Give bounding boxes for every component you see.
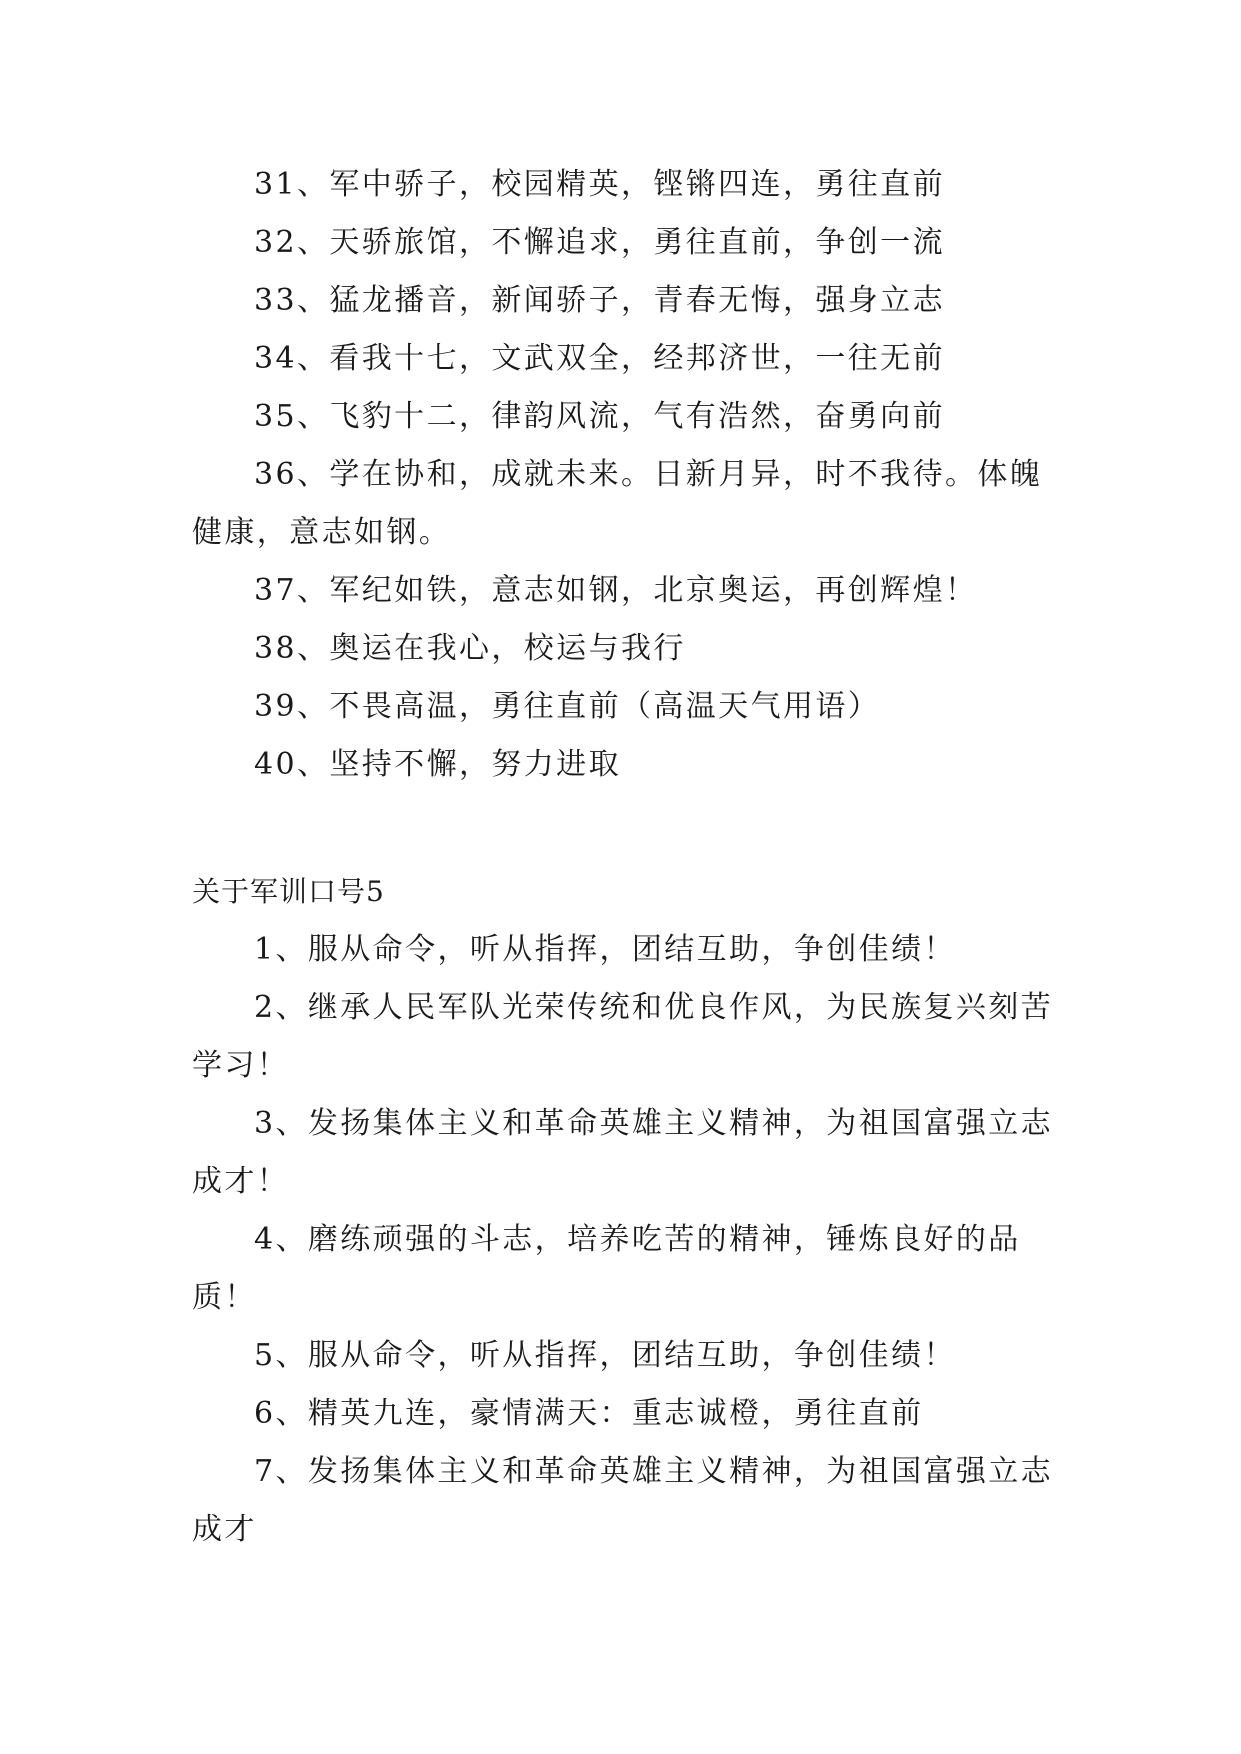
list-item: 31、军中骄子，校园精英，铿锵四连，勇往直前	[254, 167, 945, 202]
section-heading: 关于军训口号5	[192, 875, 385, 908]
list-item: 6、精英九连，豪情满天：重志诚橙，勇往直前	[254, 1396, 924, 1431]
slogan-list-part-2	[192, 921, 1062, 1559]
list-item: 37、军纪如铁，意志如钢，北京奥运，再创辉煌！	[254, 573, 978, 608]
slogan-list-part-1	[192, 156, 1062, 794]
list-item: 1、服从命令，听从指挥，团结互助，争创佳绩！	[254, 932, 956, 967]
list-item: 35、飞豹十二，律韵风流，气有浩然，奋勇向前	[254, 399, 945, 434]
list-item: 3、发扬集体主义和革命英雄主义精神，为祖国富强立志成才！	[192, 1106, 1054, 1199]
list-item: 4、磨练顽强的斗志，培养吃苦的精神，锤炼良好的品质！	[192, 1222, 1021, 1315]
list-item: 36、学在协和，成就未来。日新月异，时不我待。体魄健康，意志如钢。	[192, 457, 1043, 550]
section-heading-block	[192, 863, 1062, 921]
list-item: 33、猛龙播音，新闻骄子，青春无悔，强身立志	[254, 283, 945, 318]
list-item: 40、坚持不懈，努力进取	[254, 747, 621, 782]
list-item: 2、继承人民军队光荣传统和优良作风，为民族复兴刻苦学习！	[192, 990, 1054, 1083]
list-item: 32、天骄旅馆，不懈追求，勇往直前，争创一流	[254, 225, 945, 260]
list-item: 5、服从命令，听从指挥，团结互助，争创佳绩！	[254, 1338, 956, 1373]
list-item: 38、奥运在我心，校运与我行	[254, 631, 686, 666]
list-item: 39、不畏高温，勇往直前（高温天气用语）	[254, 689, 881, 724]
list-item: 34、看我十七，文武双全，经邦济世，一往无前	[254, 341, 945, 376]
list-item: 7、发扬集体主义和革命英雄主义精神，为祖国富强立志成才	[192, 1454, 1054, 1547]
